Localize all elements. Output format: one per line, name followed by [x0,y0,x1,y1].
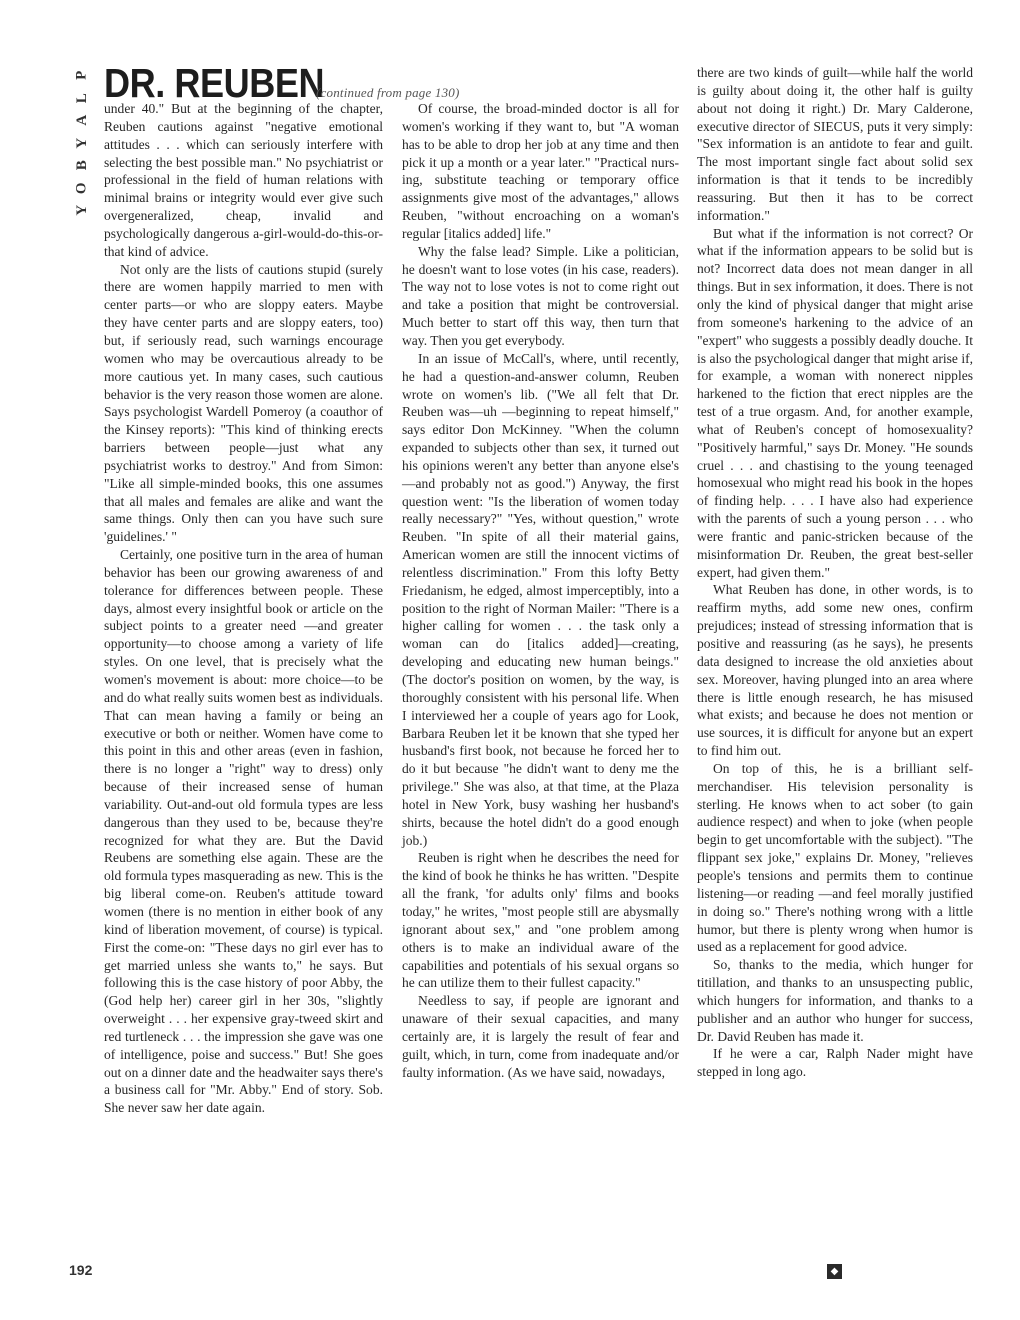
paragraph: Not only are the lists of cautions stupid (surely there are women happily married to men with center parts—or who are sloppy eaters. Maybe they have center parts and are sloppy eaters, too) but, if seriously read, such warnings encourage women who may be overcautious already to be more cautious yet. In many cases, such cautious behavior is the very reason those women are alone. Says psychologist Wardell Pomeroy (a coauthor of the Kinsey reports): "This kind of thinking erects barriers between people—just what any psychiatrist works to destroy." And from Simon: "Like all simple-minded books, this one assumes that all males and females are alike and want the same things. Only then can you have such sure 'guidelines.' " [104,261,383,545]
paragraph: Reuben is right when he describes the need for the kind of book he thinks he has written. "Despite all the frank, 'for adults only' films and books today," he writes, "most people still are abysmally ignorant about sex," and "one problem among others is to make an individual aware of the capabilities and potentials of his sexual organs so he can utilize them to their fullest capacity." [402,850,679,991]
text-column-3 [697,64,973,1081]
magazine-letter: P [73,70,90,80]
paragraph: Certainly, one positive turn in the area of human behavior has been our growing awareness of and tolerance for differences between people. These days, almost every insightful book or article on the subject points to a greater need —and greater opportunity—to choose among a variety of life styles. On one level, that is precisely what the women's movement is about: more choice—to be and do what really suits women best as individuals. That can mean having a family or being an executive or both or neither. Women have come to this point in this and other areas (even in fashion, there is no longer a "right" way to dress) only because of their increased sense of human variability. Out-and-out old formula types are less dangerous than they used to be, because they're recognized for what they are. But the David Reubens are something else again. These are the old formula types masquerading as new. This is the big liberal come-on. Reuben's attitude toward women (there is no mention in either book of any kind of liberation movement, of course) is typical. First the come-on: "These days no girl ever has to get married unless she wants to," he says. But following this is the case history of poor Abby, the (God help her) career girl in her 30s, "slightly overweight . . . her expensive gray-tweed skirt and red turtleneck . . . the impression she gave was one of intelligence, poise and success." But! She goes out on a dinner date and the headwaiter says there's a business call for "Mr. Abby." End of story. Sob. She never saw her date again. [104,547,383,1116]
magazine-letter: Y [73,204,90,216]
text-column-2 [402,100,679,1081]
paragraph: Of course, the broad-minded doctor is all for women's working if they want to, but "A woman has to be able to drop her job at any time and then pick it up a month or a year later." "Practical nursing, substitute teaching or temporary office assignments give most of the advantages," allows Reuben, "without encroaching on a woman's regular [italics added] life." [402,101,679,241]
continued-note: (continued from page 130) [316,85,460,100]
paragraph: So, thanks to the media, which hunger for titillation, and thanks to an unsuspecting public, which hungers for information, and thanks to a publisher and an author who hunger for success, Dr. David Reuben has made it. [697,957,973,1044]
paragraph: there are two kinds of guilt—while half the world is guilty about doing it, the other half is guilty about not doing it right.) Dr. Mary Calderone, executive director of SIECUS, puts it very simply: "Sex information is an antidote to fear and guilt. The most important single fact about solid sex information is that it tends to be incredibly reassuring. But then it has to be correct information." [697,65,973,223]
text-column-1 [104,100,383,1117]
paragraph: Needless to say, if people are ignorant and unaware of their sexual capacities, and many certainly are, it is largely the result of fear and guilt, which, in turn, come from inadequate and/or faulty information. (As we have said, nowadays, [402,993,679,1080]
paragraph: In an issue of McCall's, where, until recently, he had a question-and-answer column, Reuben wrote on women's lib. ("We all felt that Dr. Reuben was—uh —beginning to repeat himself," says editor Don McKinney. "When the column expanded to subjects other than sex, it turned out his opinions weren't any better than anyone else's—and probably not as good.") Anyway, the first question went: "Is the liberation of women today really necessary?" "Yes, without question," wrote Reuben. "In spite of all their material gains, American women are still the innocent victims of relentless discrimination." From this lofty Betty Friedanism, he edged, almost imperceptibly, into a position to the right of Norman Mailer: "There is a higher calling for women . . . the task only a woman can do [italics added]—creating, developing and educating new human beings." (The doctor's position on women, by the way, is thoroughly consistent with his personal life. When I interviewed her a couple of years ago for Look, Barbara Reuben let it be known that she typed her husband's first book, not because he forced her to do it but because "he didn't want to deny me the privilege." She was also, at that time, at the Plaza hotel in New York, busy washing her husband's shirts, because the hotel didn't do a good enough job.) [402,350,679,848]
magazine-letter: L [73,92,90,103]
paragraph: under 40." But at the beginning of the chapter, Reuben cautions against "negative emotional attitudes . . . which can seriously interfere with selecting the best possible man." No psychiatrist or professional in the field of human relations with minimal brains or integrity would ever give such overgeneralized, cheap, invalid and psychologically dangerous a-girl-would-do-this-or-that kind of advice. [104,101,383,259]
magazine-letter: A [73,114,90,126]
bunny-icon: ◆ [827,1264,842,1279]
page-number: 192 [69,1262,93,1278]
paragraph: On top of this, he is a brilliant self-merchandiser. His television personality is sterling. He knows when to act sober (to gain audience respect) and when to joke (when people begin to get uncomfortable with the subject). "The flippant sex joke," explains Dr. Money, "relieves people's tensions and permits them to continue listening—or reading —and feel morally justified in doing so." There's nothing wrong with a little humor, but there is plenty wrong when humor is used as a replacement for good advice. [697,760,973,955]
magazine-letter: Y [73,137,90,149]
article-title: DR. REUBEN [104,60,325,106]
paragraph: What Reuben has done, in other words, is to reaffirm myths, add some new ones, confirm prejudices; instead of stressing information that is positive and reassuring (as he says), he presents data designed to increase the old anxieties about sex. Moreover, having plunged into an area where there is little enough research, he has misused what exists; and because he does not mention or use sources, it is difficult for anyone but an expert to find him out. [697,582,973,759]
magazine-letter: O [73,181,90,194]
paragraph: But what if the information is not correct? Or what if the information appears to be solid but is not? Incorrect data does not mean danger in all things. But in sex information, it does. There is not only the kind of physical danger that might arise from someone's harkening to the advice of an "expert" who suggests a possibly deadly douche. It is also the psychological danger that might arise if, for example, a woman with nonerect nipples harkened to the fiction that erect nipples are the test of a true orgasm. And, for another example, what of Reuben's concept of homosexuality? "Positively harmful," says Dr. Money. "He sounds cruel . . . and chastising to the young teenaged homosexual who might read his book in the hopes of finding help. . . . I have also had experience with the parents of such a young person . . . who were frantic and panic-stricken because of the misinformation Dr. Reuben, the great best-seller expert, had given them." [697,225,973,580]
paragraph: Why the false lead? Simple. Like a politician, he doesn't want to lose votes (in his case, readers). The way not to lose votes is not to come right out and take a position that might be controversial. Much better to start off this way, then turn that way. Then you get everybody. [402,243,679,348]
magazine-letter: B [73,160,90,171]
magazine-name-vertical [70,64,94,222]
paragraph: If he were a car, Ralph Nader might have stepped in long ago. [697,1046,973,1080]
